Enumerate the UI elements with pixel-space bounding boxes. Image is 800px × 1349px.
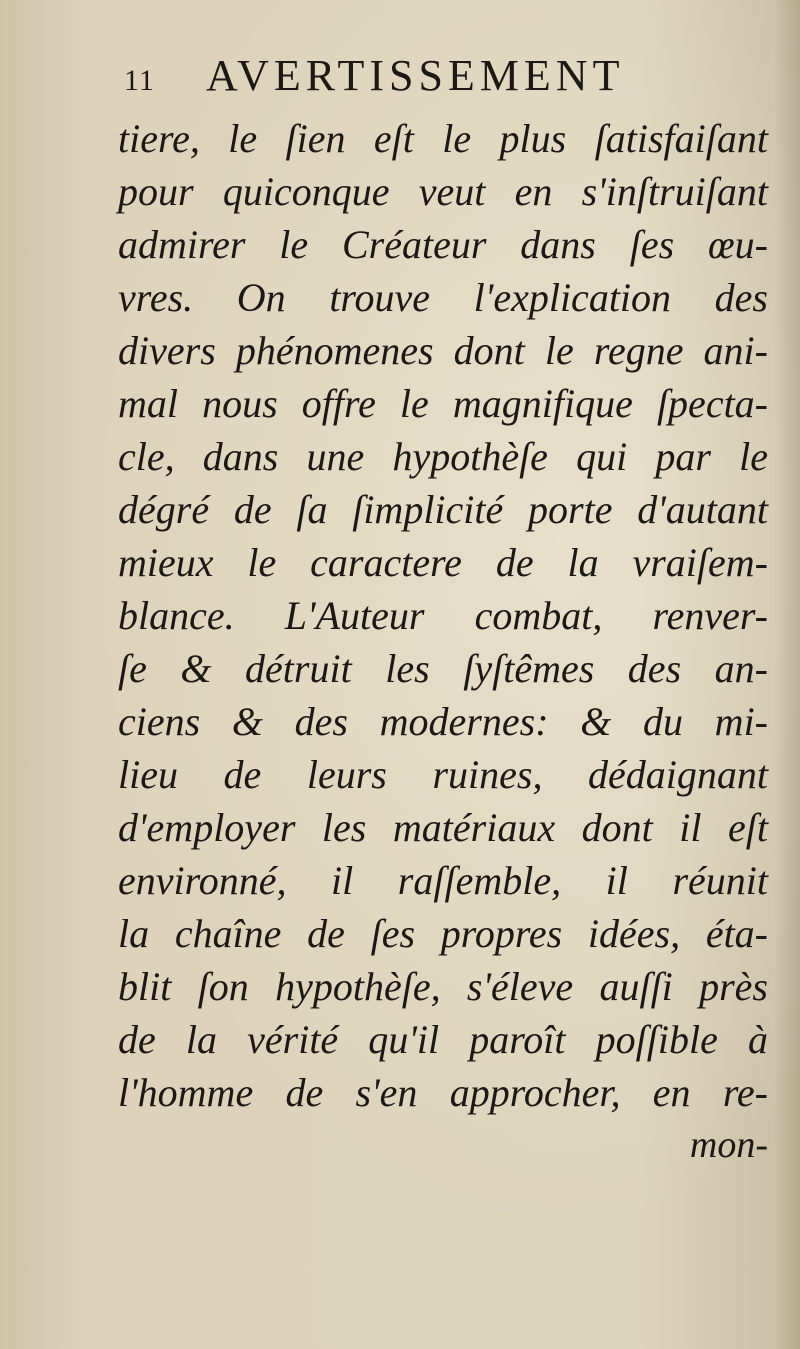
- text-line: blit ſon hypothèſe, s'éleve auſſi près: [118, 964, 768, 1009]
- text-line: admirer le Créateur dans ſes œu-: [118, 222, 768, 267]
- text-line: ciens & des modernes: & du mi-: [118, 699, 768, 744]
- text-line: divers phénomenes dont le regne ani-: [118, 328, 768, 373]
- text-line: dégré de ſa ſimplicité porte d'autant: [118, 487, 768, 532]
- text-line: de la vérité qu'il paroît poſſible à: [118, 1017, 768, 1062]
- body-text: [118, 112, 768, 1172]
- catchword: mon-: [689, 1124, 768, 1166]
- text-line: mieux le caractere de la vraiſem-: [118, 540, 768, 585]
- text-line: d'employer les matériaux dont il eſt: [118, 805, 768, 850]
- page-number: 11: [124, 64, 155, 97]
- text-line: cle, dans une hypothèſe qui par le: [118, 434, 768, 479]
- text-line: environné, il raſſemble, il réunit: [118, 858, 768, 903]
- running-title: AVERTISSEMENT: [206, 51, 625, 100]
- text-line: ſe & détruit les ſyſtêmes des an-: [118, 646, 768, 691]
- text-line: blance. L'Auteur combat, renver-: [118, 593, 768, 638]
- running-head: [124, 50, 684, 110]
- text-line: lieu de leurs ruines, dédaignant: [118, 752, 768, 797]
- text-line: la chaîne de ſes propres idées, éta-: [118, 911, 768, 956]
- text-line: l'homme de s'en approcher, en re-: [118, 1070, 768, 1115]
- text-line: tiere, le ſien eſt le plus ſatisfaiſant: [118, 116, 768, 161]
- text-line: vres. On trouve l'explication des: [118, 275, 768, 320]
- text-line: pour quiconque veut en s'inſtruiſant: [118, 169, 768, 214]
- text-line: mal nous offre le magnifique ſpecta-: [118, 381, 768, 426]
